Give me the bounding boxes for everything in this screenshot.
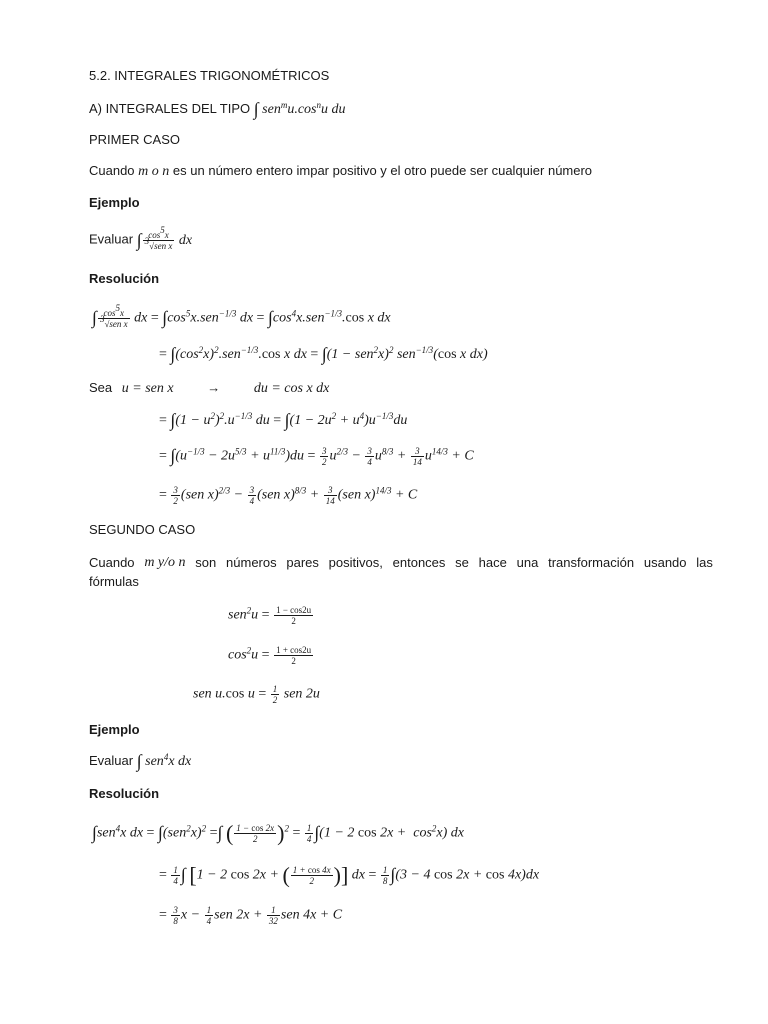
segundo-caso-title: SEGUNDO CASO — [89, 522, 196, 537]
ejemplo-1-title: Ejemplo — [89, 195, 140, 210]
formula-sen-squared: sen$^2$u = $\frac{1 - \cos 2u}{2}$ — [228, 605, 312, 626]
formula-2-numerator: 1 + cos2u — [276, 645, 312, 655]
ejemplo-2-title: Ejemplo — [89, 722, 140, 737]
substitution-u: u = sen x — [121, 381, 174, 396]
evaluar-label: Evaluar — [89, 231, 134, 247]
formula-sen-cos: sen u.cos u = $\frac{1}{2}$ sen 2u — [193, 684, 320, 705]
segundo-caso-word: las — [696, 555, 713, 570]
arrow-icon: → — [207, 380, 221, 395]
equation-1-line-5: = $\frac{3}{2}$ (sen x)$^{2/3}$ − $\frac{3}{4}$ (sen x)$^{8/3}$ + $\frac{3}{14}$ (sen x)$^{14/3}$ + C — [159, 485, 418, 506]
segundo-caso-word: pares — [286, 555, 319, 570]
equation-1-line-2: = $\int(\cos^2x)^2.sen^{-1/3}.\cos$ x dx = $\int(1 - sen^2x)^2$ sen$^{-1/3}$(cos x dx) — [159, 344, 488, 364]
segundo-caso-word: usando — [643, 555, 687, 570]
resolucion-2-title: Resolución — [89, 786, 160, 801]
equation-2-line-1: ∫sen$^4$x dx = $\int(sen^2x)^2$ =∫ ( $\frac{1 - \cos 2x}{2}$ )$^2$ = $\frac{1}{4}$ ∫(1 − 2 $\cos 2x + \cos^2x$) dx — [92, 820, 464, 846]
section-a-title — [89, 101, 346, 118]
primer-caso-description — [89, 163, 592, 180]
formula-1-numerator: 1 − cos2u — [276, 605, 312, 615]
segundo-caso-word: una — [516, 555, 539, 570]
ejemplo-2-evaluar: Evaluar ∫ sen$^4$x dx — [89, 751, 192, 771]
equation-2-line-2: = $\frac{1}{4}$ ∫ [1 − 2 cos 2x + ( $\frac{1 + \cos 4x}{2}$ )] dx = $\frac{1}{8}$ ∫(3 − 4 cos 2x + cos 4x)dx — [159, 862, 540, 888]
formula-cos-squared: $\cos^2u$ = $\frac{1 + \cos 2u}{2}$ — [228, 645, 312, 666]
primer-caso-desc-text: es un número entero impar positivo y el otro puede ser cualquier número — [172, 163, 593, 178]
primer-caso-vars: m o n — [138, 164, 170, 179]
segundo-caso-description — [89, 553, 713, 591]
primer-caso-title: PRIMER CASO — [89, 132, 181, 147]
sea-label: Sea — [89, 380, 113, 395]
segundo-caso-word: transformación — [548, 555, 635, 570]
section-a-label: A) INTEGRALES DEL TIPO — [89, 101, 251, 116]
segundo-caso-word: positivos, — [328, 555, 383, 570]
section-a-formula: ∫ $sen^mu.\cos^nu$ du — [253, 99, 346, 119]
substitution-line — [89, 380, 329, 397]
equation-2-line-3: = $\frac{3}{8}$ x − $\frac{1}{4}$ sen 2x + $\frac{1}{32}$ sen 4x + C — [159, 905, 343, 926]
equation-1-line-4: = $\int(u^{-1/3} - 2u^{5/3} + u^{11/3})du$ = $\frac{3}{2}$ $u^{2/3}$ − $\frac{3}{4}$ $u^{8/3}$ + $\frac{3}{14}$ $u^{14/3} + C$ — [159, 445, 474, 467]
segundo-caso-word: números — [226, 555, 277, 570]
formula-2-denominator: 2 — [274, 655, 313, 666]
segundo-caso-word: se — [455, 555, 469, 570]
substitution-du: du = cos x dx — [253, 381, 330, 396]
page-heading: 5.2. INTEGRALES TRIGONOMÉTRICOS — [89, 68, 330, 83]
equation-1-line-1: ∫ $\frac{\cos^5x}{^3√sen x}$ dx = $\int\cos^5x.sen^{-1/3}$ dx = $\int\cos^4x.sen^{-1/3}.\cos$ x dx — [92, 303, 391, 329]
cuando-label-2: Cuando — [89, 555, 135, 570]
equation-1-line-3: = $\int(1 - u^2)^2.u^{-1/3}$ du = $\int(1 - 2u^2 + u^4)u^{-1/3}du$ — [159, 410, 408, 430]
segundo-caso-word: son — [195, 555, 217, 570]
segundo-caso-word: hace — [478, 555, 507, 570]
ejemplo-1-evaluar: Evaluar ∫ $\frac{\cos^5x}{^3√sen x}$ dx — [89, 225, 193, 251]
segundo-caso-word: entonces — [392, 555, 446, 570]
formula-1-denominator: 2 — [274, 615, 313, 626]
cuando-label: Cuando — [89, 163, 135, 178]
evaluar-label-2: Evaluar — [89, 753, 134, 768]
segundo-caso-vars: m y/o n — [144, 555, 186, 570]
resolucion-1-title: Resolución — [89, 271, 160, 286]
segundo-caso-line-2: fórmulas — [89, 574, 139, 589]
